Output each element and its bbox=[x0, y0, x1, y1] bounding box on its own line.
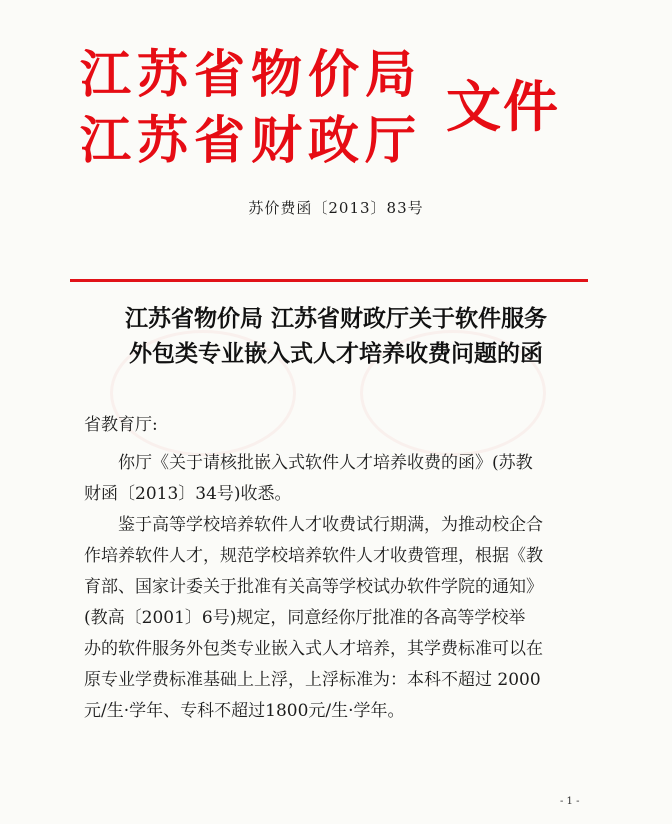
title-line-2: 外包类专业嵌入式人才培养收费问题的函 bbox=[129, 341, 543, 367]
paragraph-line: 财函〔2013〕34号)收悉。 bbox=[84, 484, 292, 504]
paragraph-line: 鉴于高等学校培养软件人才收费试行期满，为推动校企合 bbox=[118, 515, 543, 535]
page-number: - 1 - bbox=[560, 796, 580, 807]
paragraph-line: 原专业学费标准基础上上浮，上浮标准为：本科不超过 2000 bbox=[84, 670, 541, 690]
paragraph-line: 元/生·学年、专科不超过1800元/生·学年。 bbox=[84, 701, 405, 721]
red-divider-line bbox=[70, 279, 588, 282]
paragraph-line: 育部、国家计委关于批准有关高等学校试办软件学院的通知》 bbox=[84, 577, 543, 597]
paragraph-line: 你厅《关于请核批嵌入式软件人才培养收费的函》(苏教 bbox=[118, 453, 533, 473]
document-number: 苏价费函〔2013〕83号 bbox=[248, 199, 424, 217]
issuer-line-1: 江苏省物价局 bbox=[80, 46, 423, 105]
paragraph-1 bbox=[84, 448, 594, 510]
paragraph-line: 作培养软件人才，规范学校培养软件人才收费管理，根据《教 bbox=[84, 546, 543, 566]
paragraph-2 bbox=[84, 510, 594, 727]
document-word: 文件 bbox=[446, 75, 561, 139]
issuer-line-2: 江苏省财政厅 bbox=[80, 112, 423, 171]
paragraph-line: 办的软件服务外包类专业嵌入式人才培养，其学费标准可以在 bbox=[84, 639, 543, 659]
salutation: 省教育厅: bbox=[84, 415, 158, 435]
paragraph-line: (教高〔2001〕6号)规定，同意经你厅批准的各高等学校举 bbox=[84, 608, 526, 628]
title-line-1: 江苏省物价局 江苏省财政厅关于软件服务 bbox=[124, 306, 547, 332]
